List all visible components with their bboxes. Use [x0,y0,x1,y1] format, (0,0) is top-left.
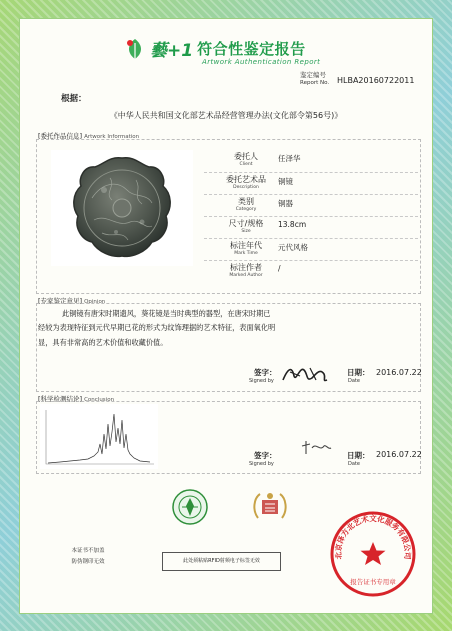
field-value: 13.8cm [278,220,307,229]
field-label: 委托艺术品 [226,175,266,184]
signature-label-en: Signed by [249,378,274,384]
brand-name: 藝+1 [150,41,194,61]
field-row-marked-author [204,260,418,283]
field-row-mark-time [204,238,418,261]
date-value-2: 2016.07.22 [376,450,422,459]
opinion-section-title-zh: [专家鉴定意见] [38,297,83,305]
signature-label: 签字： [254,368,277,377]
field-label-en: Marked Author [229,273,263,278]
field-label: 类别 [238,197,254,206]
field-row-description [204,172,418,195]
field-row-client [204,150,418,172]
opinion-section-title-en: Opinion [84,299,106,305]
artwork-photo [51,150,193,266]
report-subtitle: Artwork Authentication Report [202,58,321,66]
date-label-en-2: Date [348,461,360,467]
field-value: 元代风格 [278,243,308,252]
footer-note-line1: 本证书不加盖 [71,548,105,554]
field-label: 标注年代 [230,241,262,250]
laurel-emblem-icon [250,488,290,528]
report-number-label-en: Report No. [300,80,330,86]
field-label: 委托人 [234,152,258,161]
field-value: 铜器 [278,199,293,208]
rfid-label-box: 此处须粘贴RFID射频电子标签无效 [162,552,281,571]
field-row-size [204,216,418,239]
field-row-category [204,194,418,217]
basis-label: 根据： [61,94,87,104]
field-value: 任泽华 [278,154,301,163]
date-label: 日期： [347,368,370,377]
spectrum-graph [40,404,158,469]
seal-text: 北京泽方北艺术文化服务有限公司 [333,514,413,560]
artwork-section-title-en: Artwork Information [84,134,140,140]
signature-image [280,362,330,390]
date-label-2: 日期： [347,451,370,460]
basis-law: 《中华人民共和国文化部艺术品经营管理办法(文化部令第56号)》 [109,111,343,120]
report-title: 符合性鉴定报告 [197,40,306,58]
official-seal [328,509,418,599]
conclusion-section-title-en: Conclusion [84,397,115,403]
seal-bottom-text: 报告证书专用章 [350,578,396,586]
date-value: 2016.07.22 [376,368,422,377]
field-label-en: Client [239,162,253,167]
conclusion-section-title-zh: [科学检测结论] [38,395,83,403]
signature-label-2: 签字： [254,451,277,460]
artwork-section-title-zh: [委托作品信息] [38,132,83,140]
field-label-en: Description [233,185,259,190]
report-number-label [300,71,329,87]
association-emblem-icon [171,488,209,530]
field-label: 尺寸/规格 [228,219,264,228]
field-value: / [278,264,281,273]
field-label: 标注作者 [230,263,262,272]
opinion-text: 此铜镜有唐宋时期遗风，葵花镜是当时典型的器型，在唐宋时期已经较为表现特征到元代早期已花的形式为纹饰理据的艺术特征，表面氧化明显，具有非常高的艺术价值和收藏价值。 [38,309,276,347]
field-value: 铜镜 [278,177,293,186]
footer-note [48,546,128,568]
report-number: HLBA20160722011 [337,76,415,85]
field-label-en: Mark Time [234,251,258,256]
leaf-icon [123,37,147,61]
signature-image-2 [298,438,334,462]
signature-label-en-2: Signed by [249,461,274,467]
footer-note-line2: 防伪钢印无效 [71,559,105,565]
date-label-en: Date [348,378,360,384]
field-label-en: Size [241,229,251,234]
report-number-label-zh: 鉴定编号 [300,71,326,79]
field-label-en: Category [235,207,257,212]
